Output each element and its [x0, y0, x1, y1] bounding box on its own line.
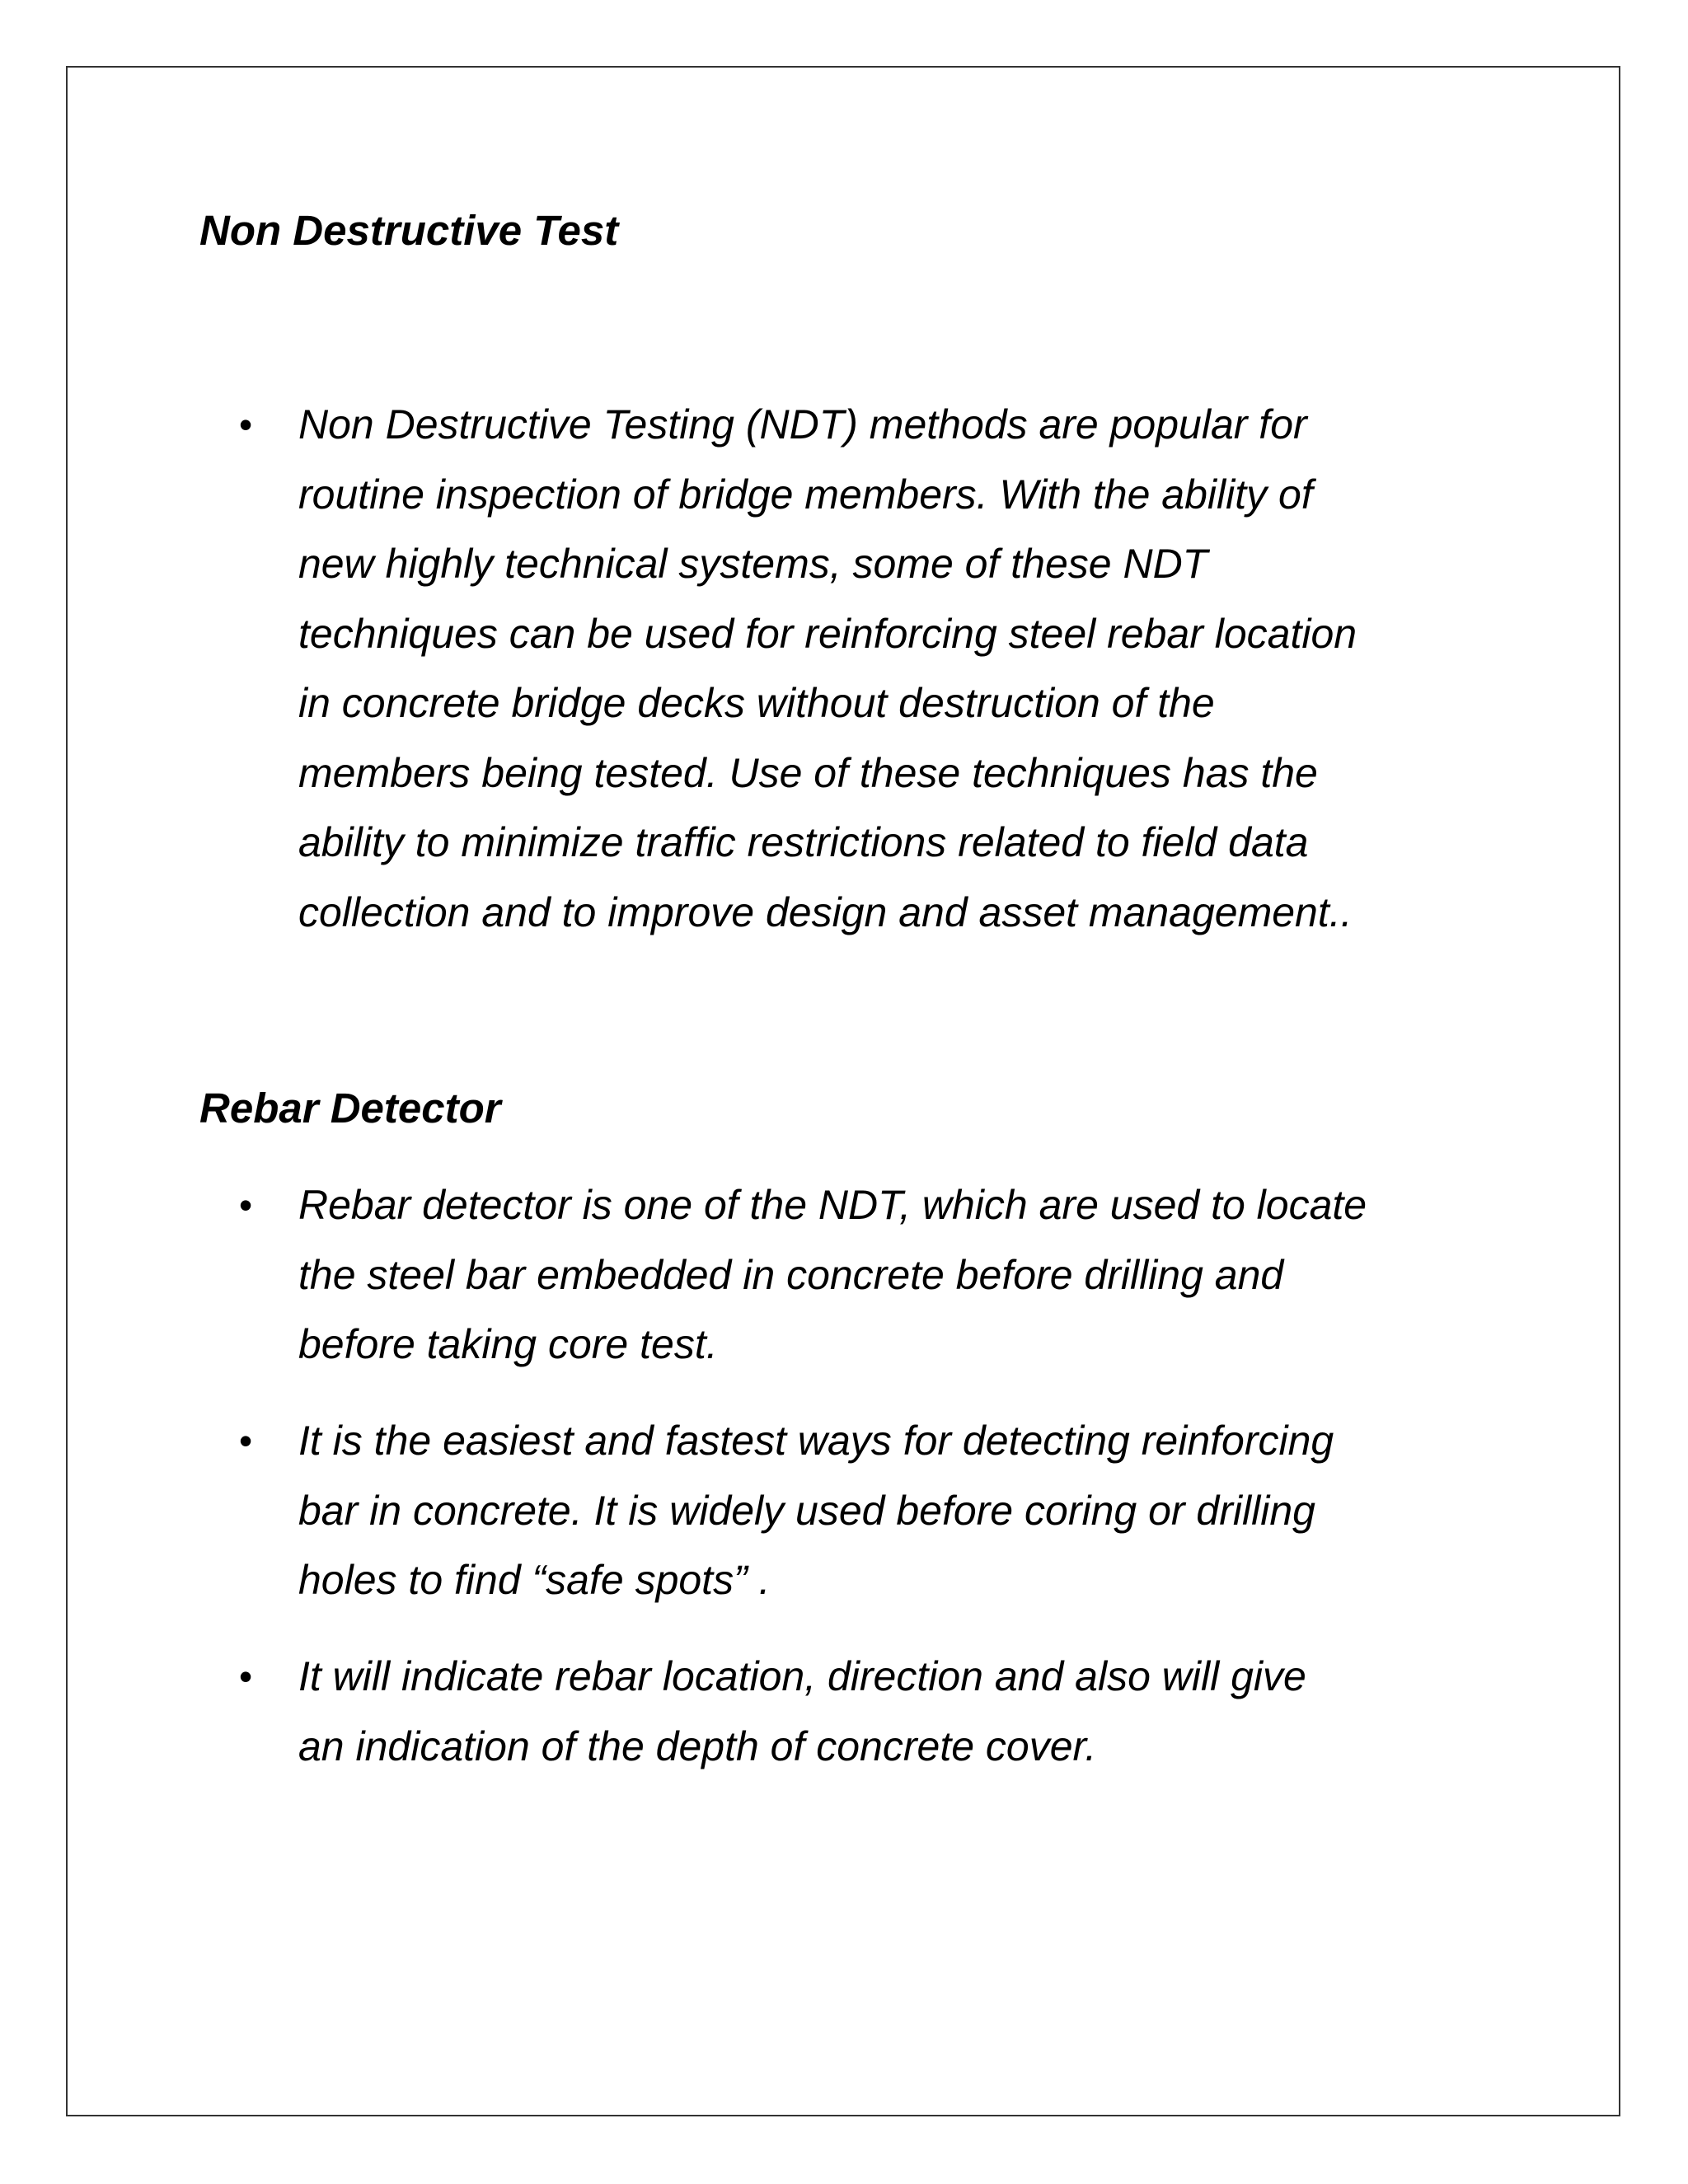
- list-item-text: It will indicate rebar location, direction and also will give an indication of the depth of concrete cover.: [298, 1653, 1306, 1769]
- list-item-text: Non Destructive Testing (NDT) methods are popular for routine inspection of bridge members. With the ability of new highly technical systems, some of these NDT techniques can be used for reinforcing steel rebar location in concrete bridge decks without destruction of the members being tested. Use of these techniques has the ability to minimize traffic restrictions related to field data collection and to improve design and asset management..: [298, 401, 1357, 935]
- section-heading-rebar-detector: Rebar Detector: [199, 1085, 501, 1132]
- bullet-icon: •: [239, 403, 253, 446]
- list-item: [239, 390, 1492, 947]
- list-item-text: Rebar detector is one of the NDT, which are used to locate the steel bar embedded in concrete before drilling and before taking core test.: [298, 1182, 1367, 1367]
- bullet-icon: •: [239, 1655, 253, 1698]
- list-item-text: It is the easiest and fastest ways for detecting reinforcing bar in concrete. It is widely used before coring or drilling holes to find “safe spots” .: [298, 1418, 1334, 1603]
- list-item: [239, 1406, 1492, 1615]
- bullet-icon: •: [239, 1419, 253, 1462]
- list-item: [239, 1170, 1492, 1380]
- section-heading-non-destructive-test: Non Destructive Test: [199, 207, 619, 254]
- list-item: [239, 1642, 1492, 1781]
- bullet-icon: •: [239, 1183, 253, 1226]
